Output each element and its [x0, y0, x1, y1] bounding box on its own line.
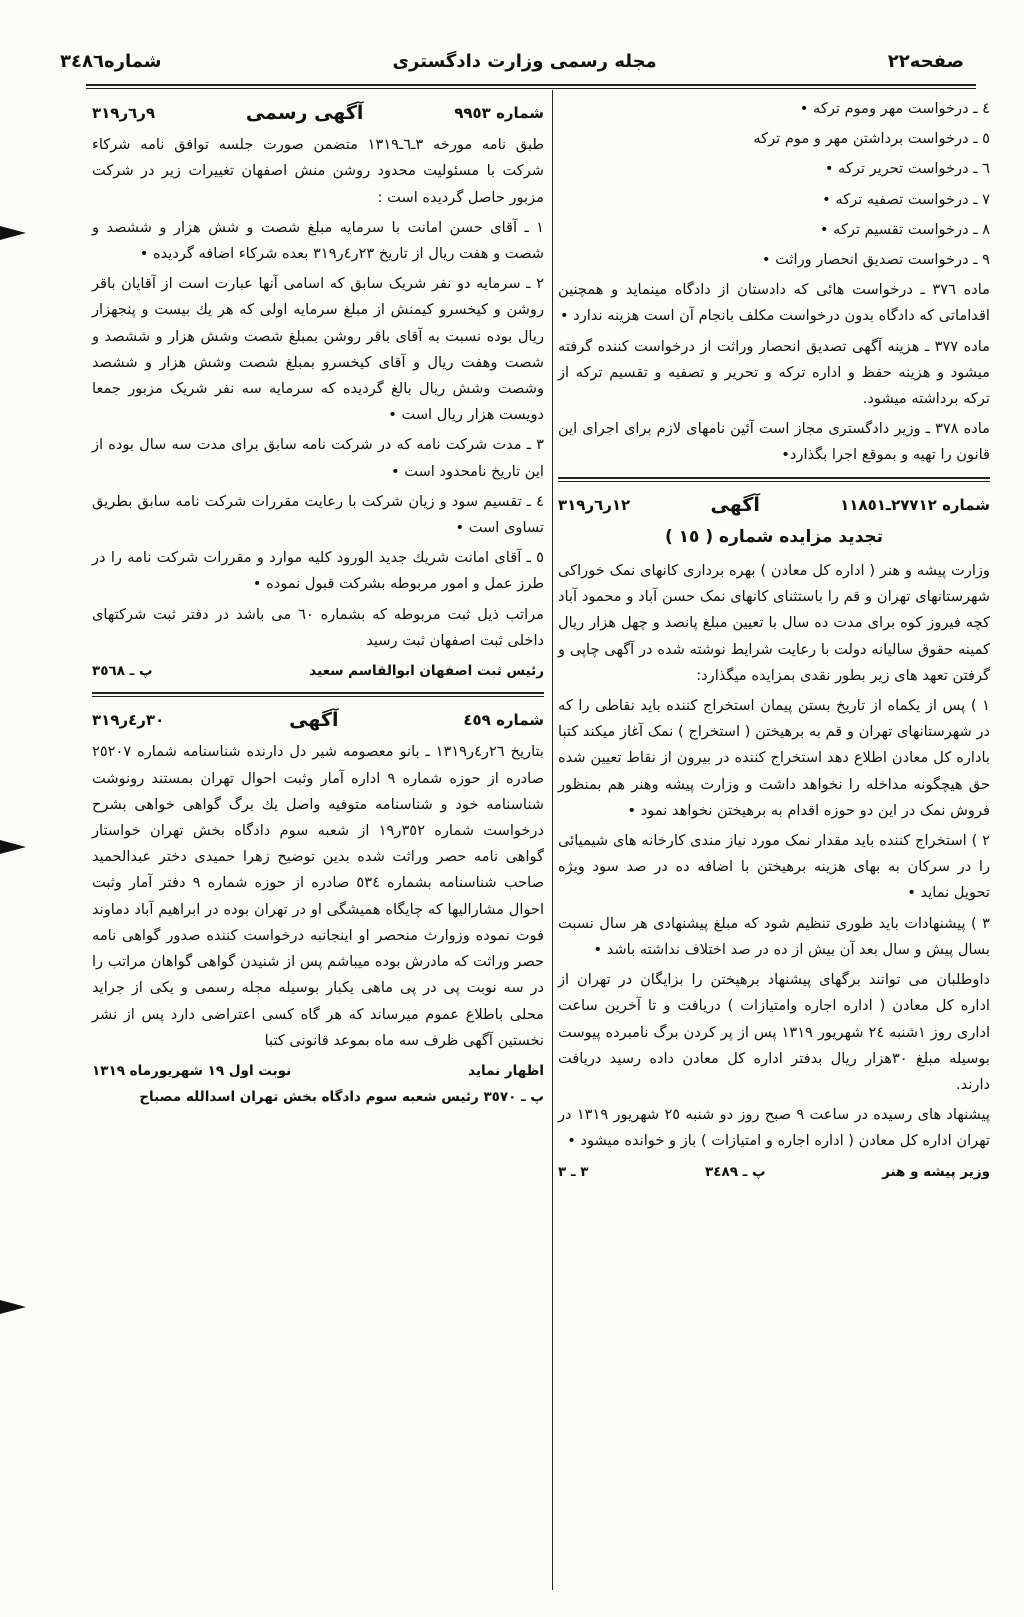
notice-number: شماره ٤٥۹ — [463, 711, 544, 730]
signature-title: وزیر پیشه و هنر — [882, 1163, 990, 1180]
publication-turn: نوبت اول ۱۹ شهریورماه ۱۳۱۹ — [92, 1062, 292, 1079]
issue-number: شماره۳٤۸٦ — [60, 50, 162, 72]
notice-heading: آگهی رسمی — [245, 102, 364, 124]
notice-paragraph: مراتب ذیل ثبت مربوطه که بشماره ٦۰ می باشد در دفتر ثبت شرکتهای داخلی ثبت اصفهان ثبت رسید — [92, 605, 544, 649]
notice-header — [558, 492, 990, 518]
notice-paragraph: ٤ ـ تقسیم سود و زیان شرکت با رعایت مقررات شرکت نامه سابق بطریق تساوی است • — [92, 492, 544, 537]
left-column — [92, 100, 544, 1110]
binding-mark — [0, 1300, 26, 1314]
list-item: ٧ ـ درخواست تصفیه ترکه • — [822, 190, 990, 208]
column-divider — [552, 90, 553, 1590]
list-item: ٥ ـ درخواست برداشتن مهر و موم ترکه — [753, 130, 990, 148]
notice-signature — [558, 1159, 990, 1185]
binding-mark — [0, 840, 26, 854]
notice-paragraph: ۲ ) استخراج کننده باید مقدار نمک مورد نیاز مندی کارخانه های شیمیائی را در سرکان به بهای هزینه برهیختن با اضافه ده در صد سود ویژه تحویل نماید • — [558, 832, 990, 902]
signature-code: پ ـ ۳٥٦۸ — [92, 663, 153, 680]
right-column — [558, 96, 990, 1185]
page-number: صفحه۲۲ — [887, 50, 964, 72]
notice-intro: طبق نامه مورخه ۳ـ٦ـ۱۳۱۹ متضمن صورت جلسه توافق نامه شرکاء شرکت با مسئولیت محدود روشن منش اصفهان تغییرات زیر در شرکت مزبور حاصل گردیده است : — [92, 136, 544, 206]
signature-name: رئیس ثبت اصفهان ابوالقاسم سعید — [309, 663, 544, 680]
header-rule-thin — [86, 88, 976, 89]
header-rule — [86, 84, 976, 86]
page-header — [60, 40, 964, 82]
notice-paragraph: داوطلبان می توانند برگهای پیشنهاد برهیختن را بزایگان در تهران از اداره کل معادن ( اداره اجاره وامتیازات ) دریافت و تا آخرین ساعت اداری روز ۱شنبه ۲٤ شهریور ۱۳۱۹ پس از پر کردن برگ نامبرده پیوست بوسیله مبلغ ۳۰هزار ریال بدفتر اداره کل معادن داده رسید دریافت دارند. — [558, 971, 990, 1093]
list-item: ٦ ـ درخواست تحریر ترکه • — [824, 160, 990, 178]
article-378: ماده ۳۷۸ ـ وزیر دادگستری مجاز است آئین نامهای لازم برای اجرای این قانون را تهیه و بموقع اجرا بگذارد• — [558, 420, 990, 464]
notice-paragraph: ٥ ـ آقای امانت شریك جدید الورود کلیه موارد و مقررات شرکت نامه را در طرز عمل و امور مربوطه بشرکت قبول نموده • — [92, 549, 544, 593]
notice-date: ۹ر٦ر۳۱۹ — [92, 104, 156, 122]
signature-name: پ ـ ۳٥۷۰ رئیس شعبه سوم دادگاه بخش تهران اسدالله مصباح — [139, 1089, 544, 1106]
signature-count: ۳ ـ ۳ — [558, 1163, 589, 1180]
list-item: ٤ ـ درخواست مهر وموم ترکه • — [799, 100, 990, 117]
notice-body: بتاریخ ۲٦ر٤ر۱۳۱۹ ـ بانو معصومه شیر دل دارنده شناسنامه شماره ۲٥۲۰۷ صادره از حوزه شماره ۹ اداره آمار وثبت احوال تهران بمستند رونوشت شناسنامه خود و شناسنامه متوفیه واصل یك برگ گواهی خواهی بشرح درخواست شماره ۳٥۲ر۱۹ از شعبه سوم دادگاه بخش تهران خواستار گواهی نامه حصر وراثت شده بدین توضیح زهرا حمیدی دختر عبدالحمید صاحب شناسنامه بشماره ٥۳٤ صادره از حوزه شماره ۹ دفتر آمار وثبت احوال مشارالیها که چایگاه همیشگی او در تهران بوده در ابراهیم آباد دماوند فوت نموده وزوارث منحصر او اینجانبه درخواست کننده صدور گواهی نامه حصر وراثت که مادرش بوده میباشم پس از شنیدن گواهی گواهان مراتب را در سه نوبت پی در پی ماهی یکبار بوسیله مجله رسمی و یکی از جراید محلی باطلاع عموم میرساند که هر گاه کسی اعتراضی دارد پس از نشر نخستین آگهی ظرف سه ماه بموعد قانونی کتبا — [92, 743, 545, 1049]
notice-paragraph: ۲ ـ سرمایه دو نفر شریک سابق که اسامی آنها عبارت است از آقایان باقر روشن و کیخسرو کیمنش از مبلغ سرمایه اولی که هر یك بیست و پنجهزار ریال بوده نسبت به آقای باقر روشن بمبلغ شصت وشش هزار و ششصد و شصت وهفت ریال و آقای کیخسرو بمبلغ شصت وشش هزار و ششصد وشصت وشش ریال بالغ گردیده که سرمایه سه نفر شریک مزبور جمعا دویست هزار ریال است • — [92, 275, 544, 424]
notice-paragraph: وزارت پیشه و هنر ( اداره کل معادن ) بهره برداری کانهای نمک خوراکی شهرستانهای تهران و قم را باستثنای کانهای نمک حسن آباد و محمود آباد کچه فیروز کوه برای مدت ده سال با تعیین مبلغ پانصد و چهل هزار ریال کمینه حقوق سالیانه دولت با رعایت شرایط نوشته شده در آگهی چاپی و گرفتن تعهد های زیر بطور نقدی بمزایده میگذارد: — [558, 562, 990, 684]
notice-title: تجدید مزایده شماره ( ۱٥ ) — [664, 526, 884, 547]
article-376: ماده ۳۷٦ ـ درخواست هائی که دادستان از دادگاه مینماید و همچنین اقداماتی که دادگاه بدون درخواست مکلف بانجام آن است هزینه ندارد • — [558, 281, 990, 325]
notice-paragraph: ۳ ـ مدت شرکت نامه که در شرکت نامه سابق برای مدت سه سال بوده از این تاریخ نامحدود است • — [92, 436, 544, 480]
list-item: ٩ ـ درخواست تصدیق انحصار وراثت • — [761, 251, 990, 269]
notice-header — [92, 707, 544, 733]
notice-separator — [92, 692, 544, 697]
notice-paragraph: پیشنهاد های رسیده در ساعت ۹ صبح روز دو شنبه ۲٥ شهریور ۱۳۱۹ در تهران اداره کل معادن ( اداره اجاره و امتیازات ) باز و خوانده میشود • — [558, 1106, 990, 1150]
notice-heading: آگهی — [289, 709, 339, 732]
notice-signature — [92, 658, 544, 684]
notice-paragraph: ۳ ) پیشنهادات باید طوری تنظیم شود که مبلغ پیشنهادی هر سال نسبت بسال پیش و سال بعد آن بیش از ده در صد اختلاف نداشته باشد • — [558, 914, 990, 958]
list-item: ٨ ـ درخواست تقسیم ترکه • — [819, 220, 990, 238]
closing-phrase: اظهار نماید — [468, 1062, 544, 1079]
notice-separator — [558, 477, 990, 482]
binding-mark — [0, 226, 26, 240]
notice-number: شماره ۲۷۷۱۲ـ۱۱۸٥۱ — [840, 495, 990, 514]
journal-title: مجله رسمی وزارت دادگستری — [392, 50, 657, 72]
notice-closing-line — [92, 1058, 544, 1084]
notice-paragraph: ۱ ـ آقای حسن امانت با سرمایه مبلغ شصت و شش هزار و ششصد و شصت و هفت ریال از تاریخ ۲۳ر٤ر۳۱۹ بعده شرکاء اضافه گردیده • — [92, 218, 544, 263]
notice-number: شماره ۹۹٥۳ — [454, 104, 544, 122]
signature-code: پ ـ ۳٤۸۹ — [705, 1163, 766, 1180]
notice-signature — [92, 1084, 544, 1110]
notice-date: ۳۰ر٤ر۳۱۹ — [92, 711, 165, 730]
notice-heading: آگهی — [710, 493, 760, 516]
notice-header — [92, 100, 544, 126]
notice-paragraph: ۱ ) پس از یکماه از تاریخ بستن پیمان استخراج کننده باید نقاطی را که در شهرستانهای تهران و قم به برهیختن ( استخراج ) نمک آغاز میکند کتبا باداره کل معادن اطلاع دهد استخراج کننده در بیرون از نقاط تعیین شده حق هیچگونه مداخله را نخواهد داشت و وزارت پیشه وهنر هم بمنظور فروش نمک در این دو حوزه اقدام به برهیختن نخواهد نمود • — [558, 697, 990, 819]
article-377: ماده ۳۷۷ ـ هزینه آگهی تصدیق انحصار وراثت از درخواست کننده گرفته میشود و هزینه حفظ و اداره ترکه و تحریر و تصفیه و تقسیم ترکه از ترکه برداشته میشود. — [558, 337, 990, 408]
notice-date: ۱۲ر٦ر۳۱۹ — [558, 495, 631, 514]
